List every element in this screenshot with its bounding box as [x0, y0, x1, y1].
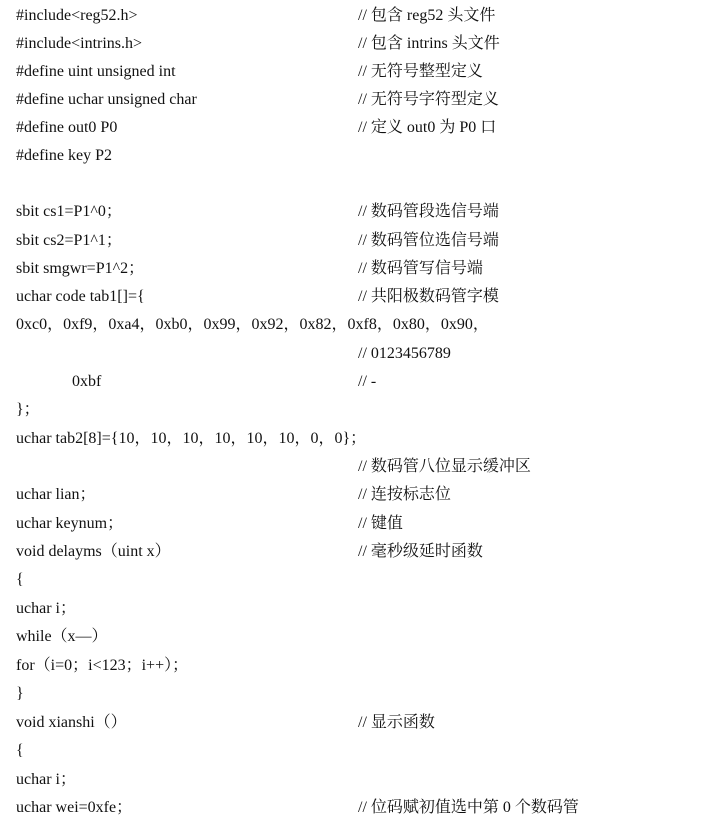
code-line — [0, 453, 706, 481]
code-comment: // 无符号整型定义 — [358, 63, 483, 80]
code-line — [0, 198, 706, 226]
code-line — [0, 114, 706, 142]
code-text: void delayms（uint x） — [16, 543, 171, 560]
code-comment: // 共阳极数码管字模 — [358, 288, 499, 305]
code-comment: // 包含 intrins 头文件 — [358, 35, 500, 52]
code-comment: // - — [358, 373, 377, 390]
code-comment: // 无符号字符型定义 — [358, 91, 499, 108]
code-comment: // 数码管位选信号端 — [358, 232, 499, 249]
code-line — [0, 794, 706, 822]
code-comment: // 位码赋初值选中第 0 个数码管 — [358, 799, 579, 816]
code-text: #define uchar unsigned char — [16, 91, 197, 108]
code-comment: // 毫秒级延时函数 — [358, 543, 483, 560]
code-comment: // 定义 out0 为 P0 口 — [358, 119, 497, 136]
code-line — [0, 709, 706, 737]
code-line — [0, 623, 706, 651]
code-comment: // 数码管八位显示缓冲区 — [358, 458, 531, 475]
code-text: uchar code tab1[]={ — [16, 288, 145, 305]
code-text: }； — [16, 401, 40, 418]
code-text: uchar i； — [16, 600, 76, 617]
code-line — [0, 340, 706, 368]
code-text: uchar tab2[8]={10，10，10，10，10，10，0，0}； — [16, 430, 367, 447]
code-line — [0, 58, 706, 86]
code-line — [0, 737, 706, 765]
code-line — [0, 566, 706, 594]
code-text: uchar wei=0xfe； — [16, 799, 133, 816]
code-text: uchar lian； — [16, 486, 96, 503]
code-line — [0, 510, 706, 538]
code-text: while（x—） — [16, 628, 108, 645]
code-comment: // 连按标志位 — [358, 486, 451, 503]
code-text: #define uint unsigned int — [16, 63, 176, 80]
code-comment: // 数码管写信号端 — [358, 260, 483, 277]
code-line — [0, 30, 706, 58]
code-text: #define out0 P0 — [16, 119, 118, 136]
code-text: { — [16, 571, 24, 588]
code-line — [0, 255, 706, 283]
code-text: sbit cs1=P1^0； — [16, 203, 122, 220]
code-text: uchar i； — [16, 771, 76, 788]
code-text: sbit cs2=P1^1； — [16, 232, 122, 249]
code-comment: // 键值 — [358, 515, 403, 532]
code-line — [0, 766, 706, 794]
code-line — [0, 595, 706, 623]
code-text: #include<reg52.h> — [16, 7, 138, 24]
code-line — [0, 142, 706, 170]
code-text: uchar keynum； — [16, 515, 124, 532]
code-line — [0, 538, 706, 566]
code-text: 0xc0，0xf9，0xa4，0xb0，0x99，0x92，0x82，0xf8，0x80，0x90， — [16, 316, 489, 333]
code-text: } — [16, 685, 24, 702]
code-text: #include<intrins.h> — [16, 35, 143, 52]
code-comment: // 0123456789 — [358, 345, 451, 362]
code-line — [0, 86, 706, 114]
code-line — [0, 680, 706, 708]
code-line — [0, 396, 706, 424]
code-comment: // 包含 reg52 头文件 — [358, 7, 496, 24]
code-comment: // 显示函数 — [358, 714, 435, 731]
code-text: void xianshi（） — [16, 714, 127, 731]
code-line — [0, 368, 706, 396]
code-text: { — [16, 742, 24, 759]
code-line — [0, 227, 706, 255]
code-line — [0, 170, 706, 198]
code-text: sbit smgwr=P1^2； — [16, 260, 145, 277]
code-text: for（i=0；i<123；i++）； — [16, 657, 189, 674]
code-line — [0, 283, 706, 311]
code-line — [0, 481, 706, 509]
code-text: 0xbf — [16, 373, 102, 390]
code-comment: // 数码管段选信号端 — [358, 203, 499, 220]
code-text: #define key P2 — [16, 147, 112, 164]
code-line — [0, 652, 706, 680]
code-line — [0, 2, 706, 30]
code-line — [0, 311, 706, 339]
code-line — [0, 425, 706, 453]
